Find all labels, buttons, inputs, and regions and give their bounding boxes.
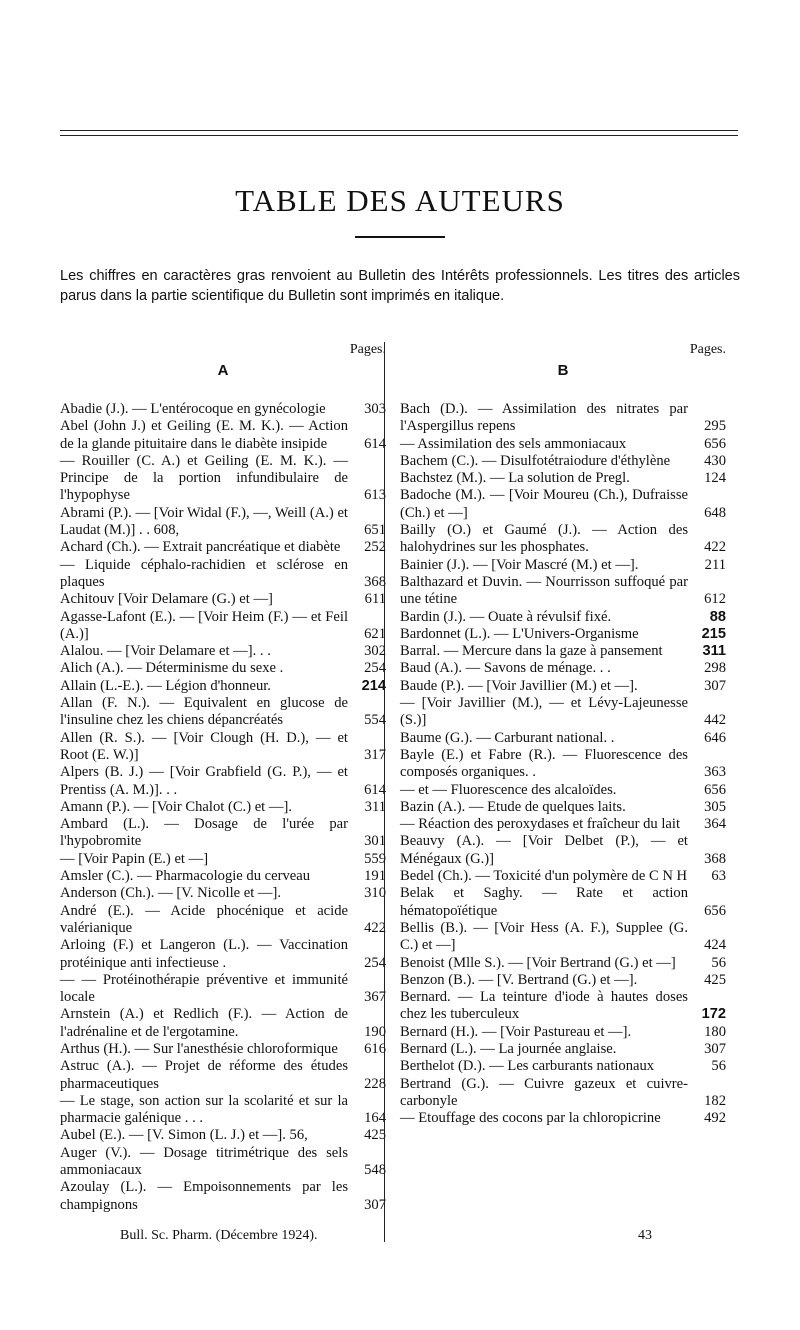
entry-text: Bardonnet (L.). — L'Univers-Organisme <box>400 625 639 642</box>
index-entry <box>60 660 386 677</box>
index-entry <box>400 989 726 1024</box>
column-a <box>60 342 386 1214</box>
index-entry <box>400 522 726 557</box>
top-rule-2 <box>60 135 738 136</box>
index-entry <box>400 799 726 816</box>
entry-text: Baume (G.). — Carburant national. . <box>400 729 615 746</box>
entry-page: 214 <box>361 677 386 694</box>
entry-text: Alich (A.). — Déterminisme du sexe . <box>60 660 284 677</box>
entries-list-b <box>400 401 726 1127</box>
entry-text: Aubel (E.). — [V. Simon (L. J.) et —]. 56, <box>60 1127 308 1144</box>
entry-text: Bernard. — La teinture d'iode à hautes doses chez les tuberculeux <box>400 989 688 1023</box>
entry-page: 648 <box>704 504 726 521</box>
index-entry <box>60 557 386 592</box>
entry-page: 254 <box>364 954 386 971</box>
index-entry <box>400 1024 726 1041</box>
entry-page: 211 <box>704 556 726 573</box>
entry-text: Bazin (A.). — Etude de quelques laits. <box>400 798 626 815</box>
index-entry <box>400 747 726 782</box>
entry-page: 559 <box>364 850 386 867</box>
entry-text: — Etouffage des cocons par la chloropicrine <box>400 1110 661 1127</box>
footer-page-number: 43 <box>638 1228 652 1243</box>
index-entry <box>60 937 386 972</box>
entry-page: 254 <box>364 660 386 677</box>
entry-page: 613 <box>364 487 386 504</box>
entry-page: 424 <box>704 937 726 954</box>
pages-header-b: Pages. <box>689 342 726 357</box>
index-entry <box>60 591 386 608</box>
entry-page: 656 <box>704 902 726 919</box>
entry-text: Amsler (C.). — Pharmacologie du cerveau <box>60 868 311 885</box>
entry-text: Benoist (Mlle S.). — [Voir Bertrand (G.) et —] <box>400 954 676 971</box>
entry-text: Alpers (B. J.) — [Voir Grabfield (G. P.), — et Prentiss (A. M.)]. . . <box>60 764 348 798</box>
entry-page: 56 <box>711 954 726 971</box>
entry-text: Achitouv [Voir Delamare (G.) et —] <box>60 591 273 608</box>
pages-header-a: Pages. <box>349 342 386 357</box>
index-entry <box>60 764 386 799</box>
entry-text: Bedel (Ch.). — Toxicité d'un polymère de C N H <box>400 868 688 885</box>
entry-text: Balthazard et Duvin. — Nourrisson suffoqué par une tétine <box>400 573 688 608</box>
entry-text: Allain (L.-E.). — Légion d'honneur. <box>60 677 271 694</box>
entry-text: Badoche (M.). — [Voir Moureu (Ch.), Dufraisse (Ch.) et —] <box>400 487 688 521</box>
index-entry <box>60 885 386 902</box>
entry-text: Allen (R. S.). — [Voir Clough (H. D.), — et Root (E. W.)] <box>60 729 348 763</box>
entry-text: Bernard (L.). — La journée anglaise. <box>400 1040 617 1057</box>
entry-text: Anderson (Ch.). — [V. Nicolle et —]. <box>60 885 282 902</box>
index-entry <box>60 816 386 851</box>
index-entry <box>60 695 386 730</box>
entry-text: — [Voir Javillier (M.), — et Lévy-Lajeunesse (S.)] <box>400 695 688 729</box>
index-entry <box>60 1041 386 1058</box>
entry-page: 56 <box>711 1058 726 1075</box>
entry-text: — [Voir Papin (E.) et —] <box>60 850 209 867</box>
entry-page: 422 <box>364 919 386 936</box>
entry-page: 180 <box>704 1023 726 1040</box>
entry-text: — — Protéinothérapie préventive et immunité locale <box>60 971 348 1006</box>
entry-page: 228 <box>364 1075 386 1092</box>
entries-list-a <box>60 401 386 1214</box>
entry-text: Benzon (B.). — [V. Bertrand (G.) et —]. <box>400 971 638 988</box>
index-entry <box>60 799 386 816</box>
entry-text: Astruc (A.). — Projet de réforme des études pharmaceutiques <box>60 1058 348 1092</box>
entry-page: 303 <box>364 401 386 417</box>
entry-page: 548 <box>364 1162 386 1179</box>
entry-page: 305 <box>704 798 726 815</box>
entry-text: Abadie (J.). — L'entérocoque en gynécologie <box>60 401 326 417</box>
index-entry <box>400 453 726 470</box>
entry-text: — Le stage, son action sur la scolarité et sur la pharmacie galénique . . . <box>60 1092 348 1127</box>
index-entry <box>400 920 726 955</box>
index-entry <box>400 1110 726 1127</box>
entry-page: 430 <box>704 452 726 469</box>
entry-page: 616 <box>364 1040 386 1057</box>
entry-page: 172 <box>701 1006 726 1023</box>
page-title: TABLE DES AUTEURS <box>235 183 565 218</box>
intro-paragraph: Les chiffres en caractères gras renvoient au Bulletin des Intérêts professionnels. Les titres des articles parus dans la partie scientifique du Bulletin sont imprimés en italique. <box>60 268 740 304</box>
index-entry <box>60 1179 386 1214</box>
index-entry <box>60 1058 386 1093</box>
entry-text: Ambard (L.). — Dosage de l'urée par l'hypobromite <box>60 816 348 850</box>
index-entry <box>400 487 726 522</box>
entry-text: Azoulay (L.). — Empoisonnements par les champignons <box>60 1179 348 1213</box>
entry-text: Bachem (C.). — Disulfotétraiodure d'éthylène <box>400 452 671 469</box>
entry-page: 311 <box>364 798 386 815</box>
entry-page: 492 <box>704 1110 726 1127</box>
entry-page: 124 <box>704 470 726 487</box>
index-entry <box>400 1058 726 1075</box>
entry-text: Beauvy (A.). — [Voir Delbet (P.), — et Ménégaux (G.)] <box>400 833 688 867</box>
index-entry <box>400 574 726 609</box>
entry-text: — Assimilation des sels ammoniacaux <box>400 435 627 452</box>
entry-page: 252 <box>364 539 386 556</box>
index-entry <box>60 418 386 453</box>
entry-text: Bach (D.). — Assimilation des nitrates par l'Aspergillus repens <box>400 401 688 435</box>
entry-page: 611 <box>364 591 386 608</box>
index-entry <box>60 539 386 556</box>
index-entry <box>60 643 386 660</box>
entry-page: 646 <box>704 729 726 746</box>
entry-text: Barral. — Mercure dans la gaze à pansement <box>400 643 663 660</box>
entry-text: Agasse-Lafont (E.). — [Voir Heim (F.) — et Feil (A.)] <box>60 608 348 642</box>
index-entry <box>400 557 726 574</box>
index-entry <box>400 436 726 453</box>
entry-text: Arnstein (A.) et Redlich (F.). — Action de l'adrénaline et de l'ergotamine. <box>60 1006 348 1040</box>
index-entry <box>400 470 726 487</box>
entry-page: 307 <box>704 677 726 694</box>
index-entry <box>400 678 726 695</box>
entry-text: Bernard (H.). — [Voir Pastureau et —]. <box>400 1023 632 1040</box>
entry-text: Abel (John J.) et Geiling (E. M. K.). — Action de la glande pituitaire dans le diabète insipide <box>60 418 348 452</box>
entry-text: Alalou. — [Voir Delamare et —]. . . <box>60 643 271 660</box>
index-entry <box>60 868 386 885</box>
footer-journal: Bull. Sc. Pharm. (Décembre 1924). <box>120 1228 318 1243</box>
entry-page: 425 <box>364 1127 386 1144</box>
entry-text: Berthelot (D.). — Les carburants nationaux <box>400 1058 655 1075</box>
entry-page: 651 <box>364 522 386 539</box>
index-entry <box>400 609 726 626</box>
entry-page: 425 <box>704 971 726 988</box>
section-letter-a: A <box>217 362 229 379</box>
section-letter-b: B <box>557 362 569 379</box>
index-entry <box>60 1006 386 1041</box>
entry-page: 614 <box>364 435 386 452</box>
entry-text: André (E.). — Acide phocénique et acide valérianique <box>60 902 348 936</box>
entry-text: Bellis (B.). — [Voir Hess (A. F.), Supplee (G. C.) et —] <box>400 919 688 954</box>
entry-page: 422 <box>704 539 726 556</box>
index-entry <box>400 868 726 885</box>
entry-page: 307 <box>704 1040 726 1057</box>
entry-page: 368 <box>704 850 726 867</box>
index-entry <box>400 643 726 660</box>
index-entry <box>60 453 386 505</box>
entry-page: 612 <box>704 591 726 608</box>
index-entry <box>400 660 726 677</box>
index-entry <box>400 833 726 868</box>
index-entry <box>400 730 726 747</box>
entry-page: 311 <box>702 643 726 660</box>
index-entry <box>400 401 726 436</box>
index-entry <box>400 1076 726 1111</box>
entry-page: 88 <box>709 608 726 625</box>
index-entry <box>400 816 726 833</box>
index-entry <box>400 972 726 989</box>
entry-page: 307 <box>364 1196 386 1213</box>
entry-text: Baude (P.). — [Voir Javillier (M.) et —]. <box>400 677 638 694</box>
entry-text: Achard (Ch.). — Extrait pancréatique et diabète <box>60 539 341 556</box>
entry-page: 164 <box>364 1110 386 1127</box>
index-entry <box>60 851 386 868</box>
top-rule-1 <box>60 130 738 131</box>
entry-text: Bachstez (M.). — La solution de Pregl. <box>400 470 630 487</box>
entry-text: Bayle (E.) et Fabre (R.). — Fluorescence des composés organiques. . <box>400 746 688 781</box>
entry-page: 614 <box>364 781 386 798</box>
entry-text: Bertrand (G.). — Cuivre gazeux et cuivre-carbonyle <box>400 1075 688 1109</box>
entry-page: 301 <box>364 833 386 850</box>
index-entry <box>60 678 386 695</box>
column-divider <box>384 342 385 1242</box>
index-entry <box>60 505 386 540</box>
entry-text: Allan (F. N.). — Equivalent en glucose de l'insuline chez les chiens dépancréatés <box>60 695 348 729</box>
entry-text: Abrami (P.). — [Voir Widal (F.), —, Weill (A.) et Laudat (M.)] . . 608, <box>60 504 348 539</box>
title-underline <box>355 236 445 238</box>
entry-text: Bardin (J.). — Ouate à révulsif fixé. <box>400 608 612 625</box>
entry-page: 190 <box>364 1023 386 1040</box>
entry-text: Auger (V.). — Dosage titrimétrique des sels ammoniacaux <box>60 1144 348 1179</box>
entry-page: 182 <box>704 1092 726 1109</box>
entry-page: 621 <box>364 625 386 642</box>
entry-page: 656 <box>704 435 726 452</box>
index-entry <box>400 955 726 972</box>
entry-text: — Liquide céphalo-rachidien et sclérose en plaques <box>60 556 348 590</box>
entry-page: 63 <box>711 868 726 885</box>
entry-page: 554 <box>364 712 386 729</box>
entry-page: 310 <box>364 885 386 902</box>
index-entry <box>60 609 386 644</box>
entry-page: 317 <box>364 746 386 763</box>
entry-page: 368 <box>364 573 386 590</box>
entry-text: — Réaction des peroxydases et fraîcheur du lait <box>400 816 681 833</box>
entry-page: 295 <box>704 418 726 435</box>
index-entry <box>400 782 726 799</box>
entry-page: 367 <box>364 989 386 1006</box>
entry-text: Bainier (J.). — [Voir Mascré (M.) et —]. <box>400 556 639 573</box>
entry-page: 298 <box>704 660 726 677</box>
index-entry <box>400 626 726 643</box>
entry-page: 302 <box>364 643 386 660</box>
index-entry <box>60 730 386 765</box>
entry-page: 656 <box>704 781 726 798</box>
index-entry <box>60 401 386 418</box>
entry-page: 442 <box>704 712 726 729</box>
index-entry <box>400 695 726 730</box>
entry-text: Amann (P.). — [Voir Chalot (C.) et —]. <box>60 798 292 815</box>
entry-text: Bailly (O.) et Gaumé (J.). — Action des halohydrines sur les phosphates. <box>400 522 688 556</box>
entry-text: — et — Fluorescence des alcaloïdes. <box>400 781 617 798</box>
index-entry <box>60 903 386 938</box>
entry-page: 215 <box>701 625 726 642</box>
entry-text: — Rouiller (C. A.) et Geiling (E. M. K.). — Principe de la portion infundibulaire de l'hypophyse <box>60 452 348 504</box>
column-b <box>400 342 726 1127</box>
entry-text: Arloing (F.) et Langeron (L.). — Vaccination protéinique anti infectieuse . <box>60 937 348 971</box>
entry-text: Baud (A.). — Savons de ménage. . . <box>400 660 611 677</box>
entry-text: Arthus (H.). — Sur l'anesthésie chloroformique <box>60 1040 338 1057</box>
index-entry <box>400 1041 726 1058</box>
entry-page: 363 <box>704 764 726 781</box>
index-entry <box>60 1145 386 1180</box>
index-entry <box>60 972 386 1007</box>
entry-text: Belak et Saghy. — Rate et action hématopoïétique <box>400 885 688 919</box>
index-entry <box>60 1127 386 1144</box>
entry-page: 364 <box>704 816 726 833</box>
index-entry <box>400 885 726 920</box>
index-entry <box>60 1093 386 1128</box>
entry-page: 191 <box>364 868 386 885</box>
